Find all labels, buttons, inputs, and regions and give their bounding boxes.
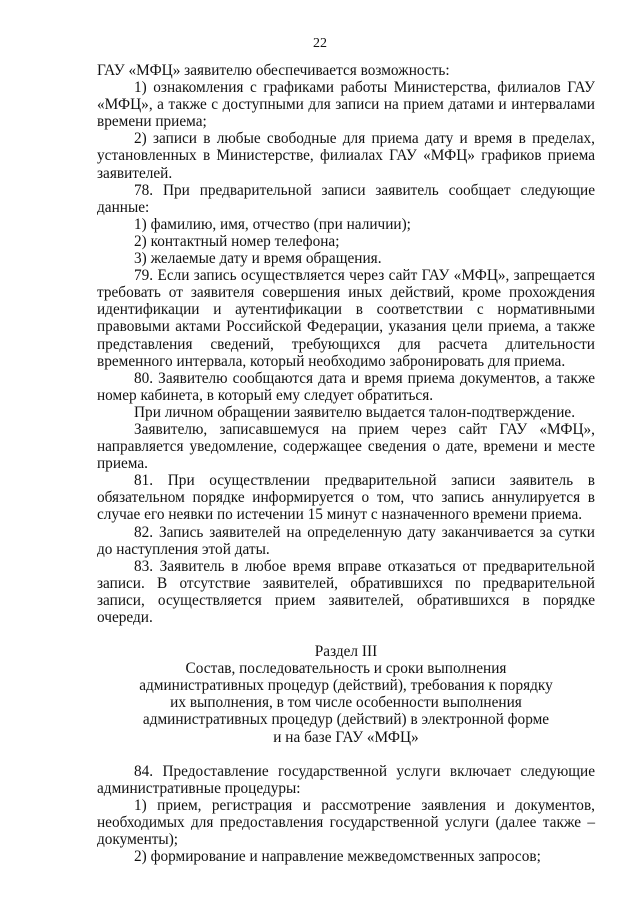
paragraph: 1) прием, регистрация и рассмотрение заявления и документов, необходимых для предоставления государственной услуги (далее также – документы); (97, 796, 595, 849)
paragraph: 79. Если запись осуществляется через сайт ГАУ «МФЦ», запрещается требовать от заявителя совершения иных действий, кроме прохождения идентификации и аутентификации в соответствии с нормативными правовыми актами Российской Федерации, указания цели приема, а также представления сведений, требующихся для расчета длительности временного интервала, который необходимо забронировать для приема. (97, 267, 595, 370)
paragraph: 2) формирование и направление межведомственных запросов; (134, 848, 541, 866)
paragraph: При личном обращении заявителю выдается талон-подтверждение. (134, 403, 576, 421)
section-title-line: Состав, последовательность и сроки выполнения (185, 660, 507, 678)
paragraph: 1) фамилию, имя, отчество (при наличии); (134, 215, 411, 233)
section-number: Раздел III (314, 643, 378, 661)
paragraph: Заявителю, записавшемуся на прием через сайт ГАУ «МФЦ», направляется уведомление, содержащее сведения о дате, времени и месте приема. (97, 420, 595, 473)
paragraph: 83. Заявитель в любое время вправе отказаться от предварительной записи. В отсутствие заявителей, обратившихся по предварительной записи, осуществляется прием заявителей, обратившихся в порядке очереди. (97, 557, 595, 626)
section-title-line: их выполнения, в том числе особенности выполнения (170, 694, 522, 712)
paragraph: 1) ознакомления с графиками работы Министерства, филиалов ГАУ «МФЦ», а также с доступными для записи на прием датами и интервалами времени приема; (97, 79, 595, 131)
paragraph: 80. Заявителю сообщаются дата и время приема документов, а также номер кабинета, в который ему следует обратиться. (97, 369, 595, 404)
paragraph: 81. При осуществлении предварительной записи заявитель в обязательном порядке информируется о том, что запись аннулируется в случае его неявки по истечении 15 минут с назначенного времени приема. (97, 472, 595, 524)
section-title-line: административных процедур (действий) в электронной форме (142, 711, 550, 729)
paragraph: 3) желаемые дату и время обращения. (134, 250, 382, 268)
paragraph: 84. Предоставление государственной услуги включает следующие административные процедуры: (97, 762, 595, 797)
paragraph: 2) записи в любые свободные для приема дату и время в пределах, установленных в Министерстве, филиалах ГАУ «МФЦ» графиков приема заявителей. (97, 130, 595, 182)
page-number: 22 (313, 36, 327, 51)
paragraph: 82. Запись заявителей на определенную дату заканчивается за сутки до наступления этой даты. (97, 523, 595, 558)
section-title-line: административных процедур (действий), требования к порядку (139, 677, 553, 695)
paragraph: 78. При предварительной записи заявитель сообщает следующие данные: (97, 181, 595, 216)
section-title-line: и на базе ГАУ «МФЦ» (273, 728, 419, 746)
document-body (97, 62, 595, 865)
paragraph: ГАУ «МФЦ» заявителю обеспечивается возможность: (97, 62, 450, 79)
paragraph: 2) контактный номер телефона; (134, 232, 340, 250)
